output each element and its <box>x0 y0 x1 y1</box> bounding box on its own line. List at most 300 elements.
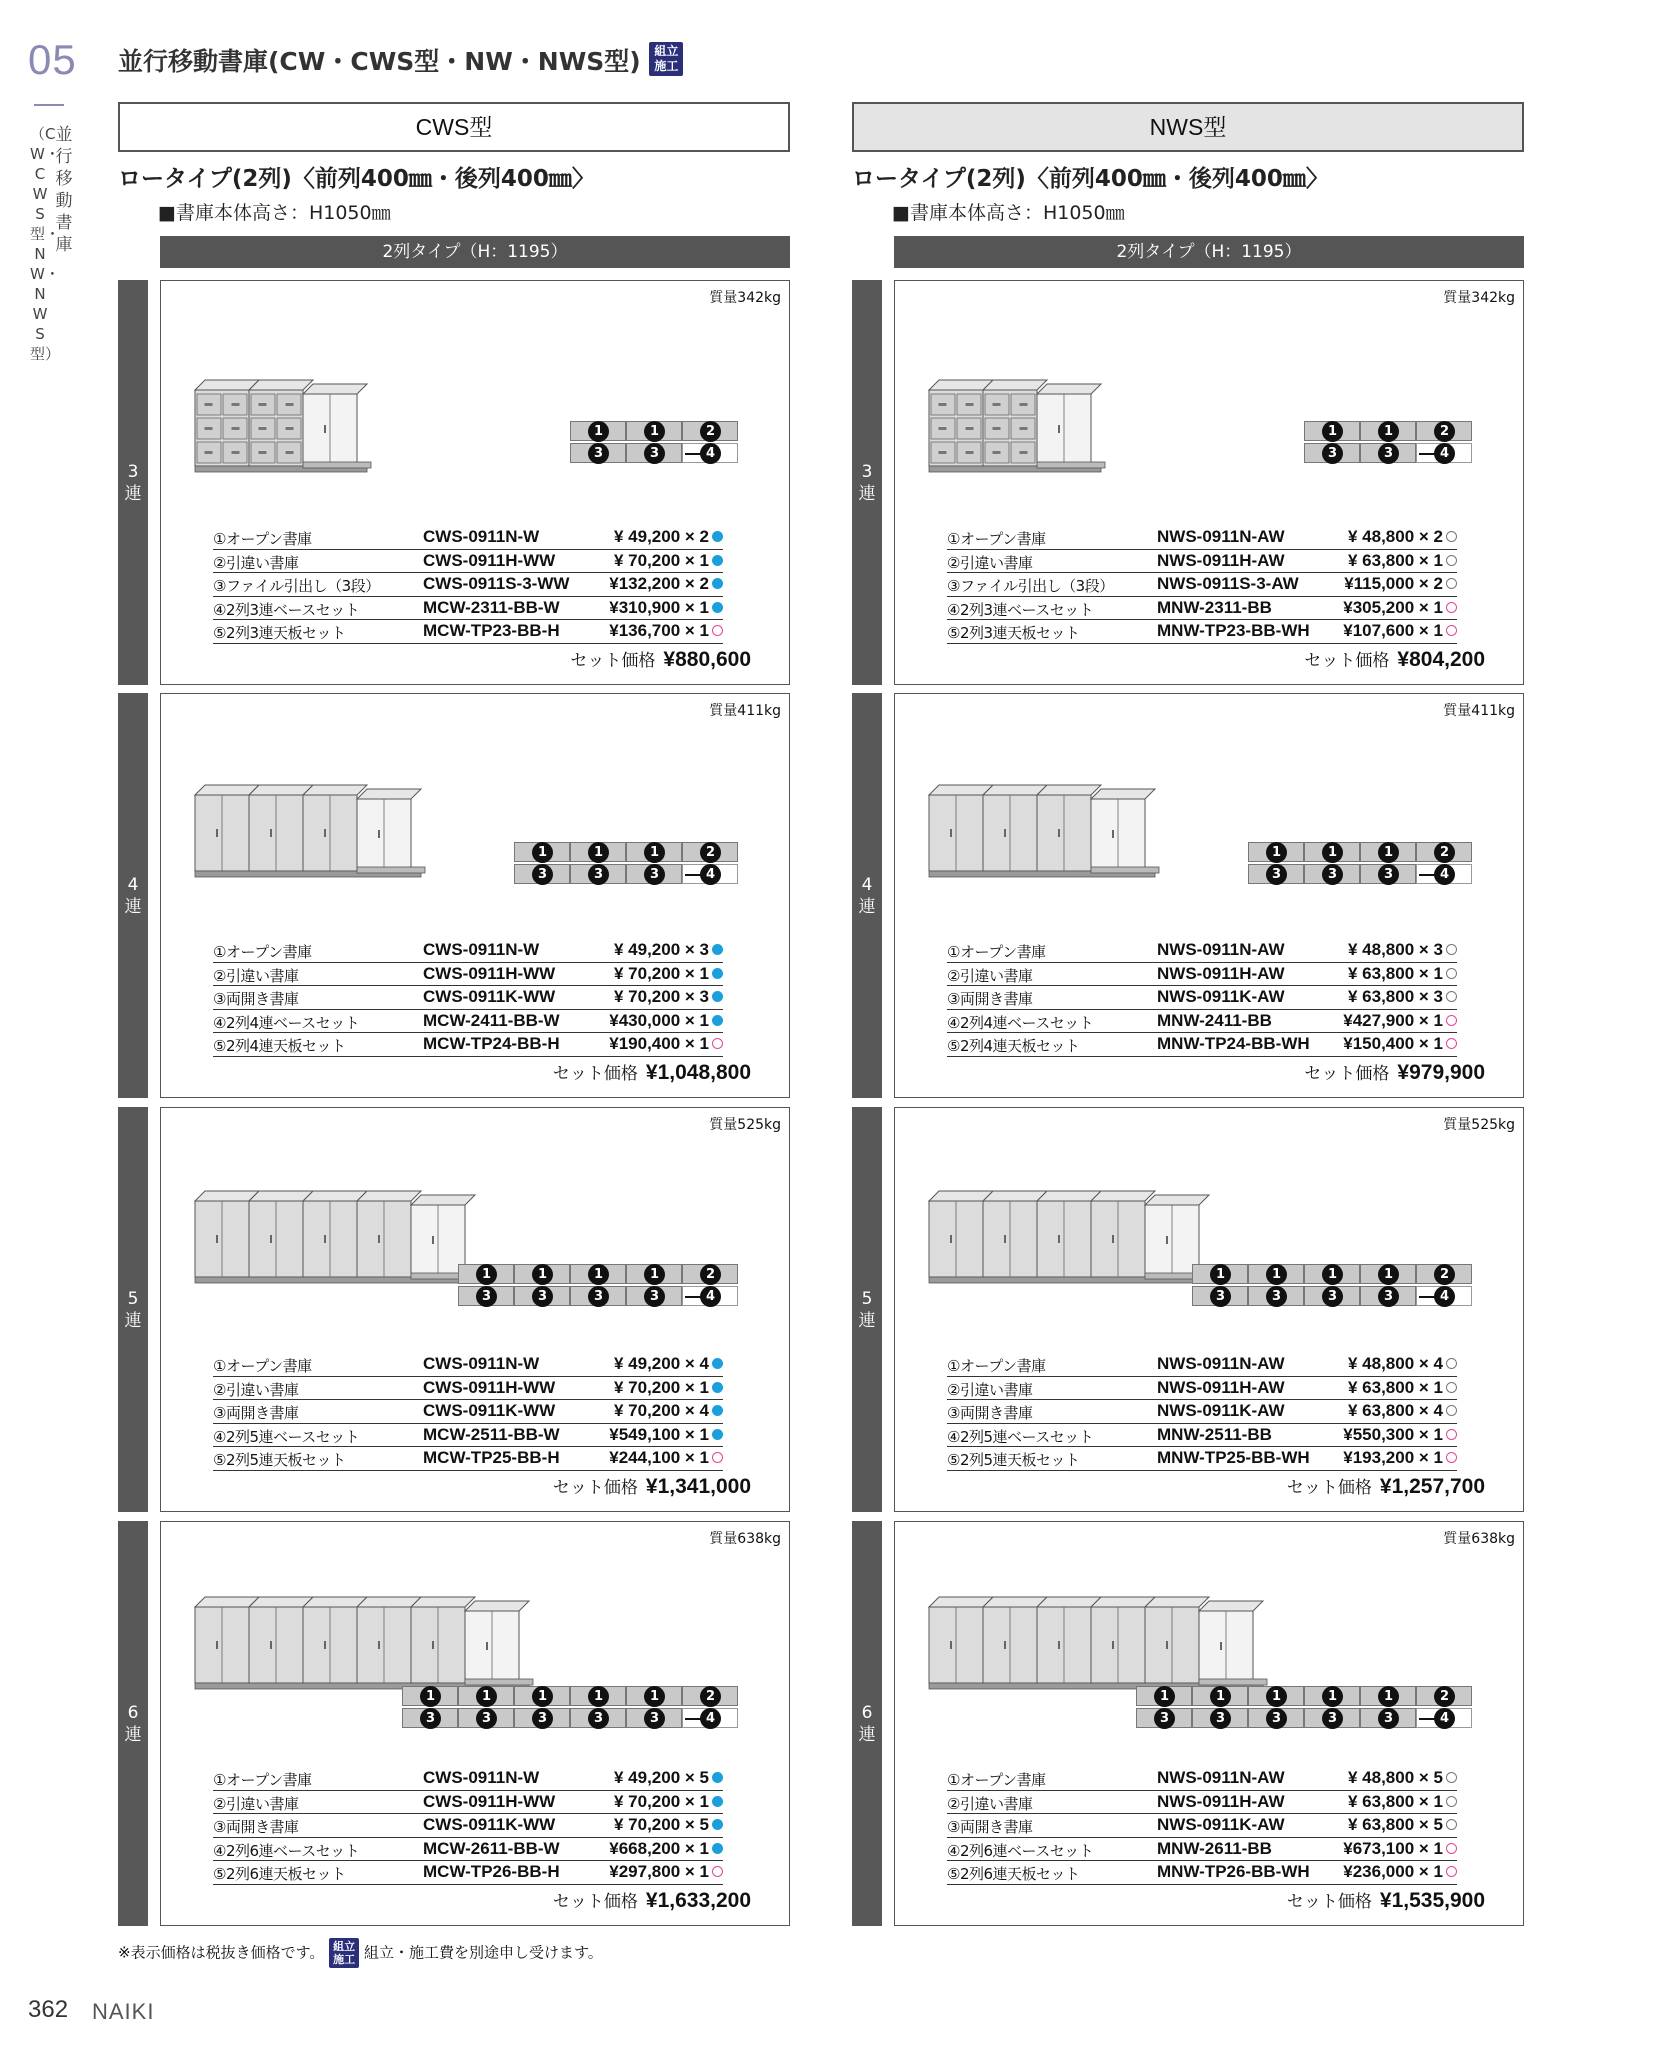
item-price <box>1348 1768 1457 1788</box>
item-price-value: ¥550,300 × 1 <box>1343 1424 1443 1444</box>
layout-number: 1 <box>1378 1686 1399 1707</box>
layout-cell <box>570 864 626 884</box>
section-count: 5 <box>127 1288 139 1309</box>
layout-cell <box>1248 1708 1304 1728</box>
layout-number: 2 <box>1434 1264 1455 1285</box>
section-sidebar <box>118 693 148 1098</box>
blue-mark-icon <box>712 1405 723 1416</box>
column-header-1: NWS型 <box>852 102 1524 152</box>
item-price-value: ¥ 70,200 × 3 <box>613 987 709 1006</box>
layout-cell <box>1304 1264 1360 1284</box>
item-price-value: ¥ 63,800 × 3 <box>1347 987 1443 1006</box>
item-price-value: ¥ 63,800 × 4 <box>1347 1401 1443 1420</box>
item-code: MCW-TP23-BB-H <box>423 621 560 640</box>
set-price-label: セット価格 <box>1286 1478 1372 1498</box>
item-price <box>614 1378 723 1398</box>
item-row <box>947 939 1457 963</box>
set-price <box>553 1473 751 1499</box>
layout-number: 3 <box>1322 864 1343 885</box>
item-price <box>614 964 723 984</box>
layout-number: 3 <box>588 1286 609 1307</box>
layout-number: 1 <box>420 1686 441 1707</box>
layout-number: 3 <box>532 864 553 885</box>
row-underline <box>947 643 1457 644</box>
layout-cell <box>1304 421 1360 441</box>
item-code: CWS-0911H-WW <box>423 963 556 983</box>
item-price <box>1348 1792 1457 1812</box>
layout-cell <box>682 842 738 862</box>
section-sidebar <box>852 1521 882 1926</box>
badge-line2: 施工 <box>333 1953 356 1966</box>
item-label: ⑤2列3連天板セット <box>213 624 346 642</box>
pink-mark-icon <box>1446 1452 1457 1463</box>
item-label: ①オープン書庫 <box>213 1357 312 1375</box>
item-label: ①オープン書庫 <box>947 943 1046 961</box>
layout-cell <box>570 443 626 463</box>
item-row <box>947 1861 1457 1885</box>
set-price <box>1304 646 1485 672</box>
item-label: ④2列4連ベースセット <box>947 1013 1094 1032</box>
layout-number: 3 <box>644 1286 665 1307</box>
item-row <box>213 963 723 987</box>
item-row <box>947 1424 1457 1448</box>
item-row <box>213 1791 723 1815</box>
item-list <box>947 939 1457 1057</box>
item-code: MNW-TP24-BB-WH <box>1157 1034 1310 1053</box>
item-price-value: ¥668,200 × 1 <box>609 1838 709 1858</box>
layout-cell <box>514 842 570 862</box>
layout-cell <box>1248 1286 1304 1306</box>
item-code: CWS-0911K-WW <box>423 1401 556 1420</box>
pink-mark-icon <box>712 1452 723 1463</box>
blue-mark-icon <box>712 578 723 589</box>
layout-number: 2 <box>1434 421 1455 442</box>
blue-mark-icon <box>712 1772 723 1783</box>
item-price-value: ¥ 49,200 × 3 <box>613 940 709 959</box>
item-price <box>609 1034 723 1054</box>
layout-number: 3 <box>1210 1286 1231 1307</box>
layout-number: 1 <box>644 842 665 863</box>
item-price-value: ¥ 63,800 × 1 <box>1347 963 1443 983</box>
item-code: MNW-2311-BB <box>1157 597 1272 617</box>
item-code: MNW-2511-BB <box>1157 1424 1272 1444</box>
shelving-illustration <box>191 376 413 486</box>
item-price <box>609 1862 723 1882</box>
set-price-value: ¥1,633,200 <box>645 1889 751 1912</box>
layout-cell <box>514 1264 570 1284</box>
item-price-value: ¥305,200 × 1 <box>1343 597 1443 617</box>
item-price-value: ¥ 70,200 × 1 <box>613 550 709 570</box>
gray-mark-icon <box>1446 1382 1457 1393</box>
item-price <box>1343 621 1457 641</box>
item-price-value: ¥244,100 × 1 <box>609 1448 709 1467</box>
section-count: 3 <box>861 461 873 482</box>
column-header-0: CWS型 <box>118 102 790 152</box>
item-label: ④2列3連ベースセット <box>213 600 360 619</box>
set-price <box>553 1059 751 1085</box>
item-label: ④2列6連ベースセット <box>947 1841 1094 1860</box>
item-label: ②引違い書庫 <box>947 1794 1033 1813</box>
item-code: MNW-TP25-BB-WH <box>1157 1448 1310 1467</box>
layout-number: 1 <box>588 1264 609 1285</box>
item-row <box>213 1353 723 1377</box>
set-price-value: ¥1,535,900 <box>1379 1889 1485 1912</box>
layout-number: 3 <box>1210 1708 1231 1729</box>
item-code: CWS-0911H-WW <box>423 550 556 570</box>
layout-number: 4 <box>700 1708 721 1729</box>
layout-cell <box>626 864 682 884</box>
layout-number: 3 <box>644 1708 665 1729</box>
section-sidebar <box>118 280 148 685</box>
set-price-value: ¥1,257,700 <box>1379 1475 1485 1498</box>
item-price <box>609 574 723 594</box>
layout-cell <box>682 864 738 884</box>
item-label: ③両開き書庫 <box>213 1404 299 1422</box>
item-price-value: ¥ 63,800 × 1 <box>1347 1377 1443 1397</box>
chapter-number: 05 <box>28 36 77 83</box>
item-price <box>1348 1815 1457 1835</box>
layout-number: 3 <box>1378 864 1399 885</box>
layout-cell <box>458 1286 514 1306</box>
item-row <box>213 526 723 550</box>
layout-number: 4 <box>1434 864 1455 885</box>
layout-number: 4 <box>700 1286 721 1307</box>
item-row <box>947 1838 1457 1862</box>
layout-number: 3 <box>588 443 609 464</box>
type-bar-0: 2列タイプ（H：1195） <box>160 236 790 268</box>
badge-line1: 組立 <box>333 1940 356 1953</box>
row-underline <box>947 1470 1457 1471</box>
layout-number: 2 <box>700 421 721 442</box>
blue-mark-icon <box>712 944 723 955</box>
item-price-value: ¥ 48,800 × 3 <box>1347 940 1443 959</box>
layout-cell <box>570 421 626 441</box>
weight-label: 質量342kg <box>709 290 781 306</box>
item-label: ⑤2列5連天板セット <box>213 1451 346 1469</box>
item-row <box>947 550 1457 574</box>
gray-mark-icon <box>1446 1772 1457 1783</box>
layout-number: 1 <box>1322 842 1343 863</box>
layout-number: 1 <box>588 1686 609 1707</box>
item-price <box>609 1839 723 1859</box>
section-count-unit: 連 <box>124 483 142 504</box>
weight-label: 質量342kg <box>1443 290 1515 306</box>
item-price <box>1348 551 1457 571</box>
layout-cell <box>458 1686 514 1706</box>
page-title: 並行移動書庫(CW・CWS型・NW・NWS型) <box>118 47 641 76</box>
layout-diagram <box>514 842 738 886</box>
layout-number: 3 <box>1154 1708 1175 1729</box>
layout-number: 3 <box>588 864 609 885</box>
item-code: NWS-0911N-AW <box>1157 940 1285 959</box>
layout-cell <box>1416 1286 1472 1306</box>
item-price-value: ¥549,100 × 1 <box>609 1424 709 1444</box>
item-row <box>213 1861 723 1885</box>
layout-number: 3 <box>1378 443 1399 464</box>
item-price-value: ¥132,200 × 2 <box>609 574 709 593</box>
footnote-text-1: ※表示価格は税抜き価格です。 <box>118 1943 325 1962</box>
item-code: MCW-2511-BB-W <box>423 1424 560 1444</box>
item-price-value: ¥310,900 × 1 <box>609 597 709 617</box>
layout-cell <box>570 1264 626 1284</box>
layout-cell <box>682 443 738 463</box>
item-label: ③ファイル引出し（3段） <box>213 577 380 595</box>
shelving-illustration <box>925 781 1201 891</box>
shelving-illustration <box>925 376 1147 486</box>
item-row <box>947 597 1457 621</box>
item-code: MNW-TP23-BB-WH <box>1157 621 1310 640</box>
item-price-value: ¥ 70,200 × 1 <box>613 1791 709 1811</box>
pink-mark-icon <box>1446 602 1457 613</box>
item-price <box>1343 1839 1457 1859</box>
layout-diagram <box>458 1264 738 1308</box>
item-price-value: ¥ 63,800 × 5 <box>1347 1815 1443 1834</box>
item-row <box>213 1814 723 1838</box>
layout-diagram <box>1304 421 1472 465</box>
column-subtitle-0: ロータイプ(2列)〈前列400㎜・後列400㎜〉 <box>118 166 595 192</box>
layout-cell <box>1360 1286 1416 1306</box>
layout-number: 1 <box>532 1264 553 1285</box>
item-code: NWS-0911H-AW <box>1157 1791 1285 1811</box>
pink-mark-icon <box>712 1038 723 1049</box>
item-label: ②引違い書庫 <box>213 553 299 572</box>
layout-cell <box>1360 1264 1416 1284</box>
set-price-value: ¥880,600 <box>663 648 751 671</box>
type-bar-1: 2列タイプ（H：1195） <box>894 236 1524 268</box>
item-price-value: ¥ 70,200 × 1 <box>613 963 709 983</box>
item-price-value: ¥150,400 × 1 <box>1343 1034 1443 1053</box>
weight-label: 質量525kg <box>709 1117 781 1133</box>
set-price <box>1287 1473 1485 1499</box>
item-label: ①オープン書庫 <box>213 530 312 548</box>
item-price-value: ¥ 70,200 × 4 <box>613 1401 709 1420</box>
layout-number: 3 <box>1378 1708 1399 1729</box>
set-price-value: ¥1,341,000 <box>645 1475 751 1498</box>
pink-mark-icon <box>1446 1866 1457 1877</box>
item-code: CWS-0911H-WW <box>423 1791 556 1811</box>
section-panel <box>894 1521 1524 1926</box>
item-label: ①オープン書庫 <box>947 1771 1046 1789</box>
item-row <box>947 1400 1457 1424</box>
item-label: ③両開き書庫 <box>947 1404 1033 1422</box>
blue-mark-icon <box>712 531 723 542</box>
layout-number: 3 <box>532 1286 553 1307</box>
layout-cell <box>402 1708 458 1728</box>
blue-mark-icon <box>712 1819 723 1830</box>
item-label: ①オープン書庫 <box>947 530 1046 548</box>
section-count-unit: 連 <box>858 896 876 917</box>
item-row <box>947 573 1457 597</box>
item-price <box>1348 1378 1457 1398</box>
weight-label: 質量411kg <box>1443 703 1515 719</box>
item-price <box>1348 964 1457 984</box>
layout-cell <box>1360 1686 1416 1706</box>
item-code: NWS-0911S-3-AW <box>1157 574 1299 593</box>
layout-number: 4 <box>1434 1286 1455 1307</box>
gray-mark-icon <box>1446 944 1457 955</box>
item-code: CWS-0911N-W <box>423 940 540 959</box>
item-code: NWS-0911K-AW <box>1157 1401 1285 1420</box>
layout-number: 2 <box>1434 1686 1455 1707</box>
item-price-value: ¥297,800 × 1 <box>609 1862 709 1881</box>
gray-mark-icon <box>1446 991 1457 1002</box>
item-label: ⑤2列6連天板セット <box>947 1865 1080 1883</box>
layout-number: 3 <box>1266 1708 1287 1729</box>
item-code: MCW-TP26-BB-H <box>423 1862 560 1881</box>
item-code: CWS-0911S-3-WW <box>423 574 570 593</box>
item-row <box>947 1377 1457 1401</box>
item-price <box>1348 940 1457 960</box>
item-price <box>1343 1425 1457 1445</box>
layout-number: 4 <box>700 443 721 464</box>
item-row <box>947 620 1457 644</box>
item-code: NWS-0911K-AW <box>1157 987 1285 1006</box>
set-price <box>1287 1887 1485 1913</box>
layout-cell <box>1136 1708 1192 1728</box>
item-price <box>1348 527 1457 547</box>
section-count-unit: 連 <box>858 1724 876 1745</box>
item-row <box>947 1814 1457 1838</box>
set-price-value: ¥1,048,800 <box>645 1061 751 1084</box>
layout-cell <box>1192 1286 1248 1306</box>
layout-number: 1 <box>476 1264 497 1285</box>
layout-number: 1 <box>1322 1264 1343 1285</box>
item-code: NWS-0911N-AW <box>1157 1768 1285 1787</box>
layout-number: 1 <box>644 1264 665 1285</box>
layout-cell <box>1416 864 1472 884</box>
item-price <box>614 1792 723 1812</box>
item-code: MCW-2411-BB-W <box>423 1010 560 1030</box>
layout-cell <box>682 1708 738 1728</box>
layout-cell <box>514 864 570 884</box>
layout-number: 1 <box>1210 1686 1231 1707</box>
item-row <box>947 526 1457 550</box>
item-label: ④2列4連ベースセット <box>213 1013 360 1032</box>
section-panel <box>160 280 790 685</box>
item-price <box>1343 598 1457 618</box>
item-label: ③両開き書庫 <box>213 1818 299 1836</box>
gray-mark-icon <box>1446 555 1457 566</box>
item-row <box>213 597 723 621</box>
weight-label: 質量638kg <box>1443 1531 1515 1547</box>
layout-cell <box>1360 421 1416 441</box>
blue-mark-icon <box>712 555 723 566</box>
set-price-label: セット価格 <box>552 1478 638 1498</box>
blue-mark-icon <box>712 1358 723 1369</box>
item-price <box>614 940 723 960</box>
section-sidebar <box>118 1521 148 1926</box>
layout-number: 4 <box>1434 443 1455 464</box>
side-title-main: 並行移動書庫 <box>55 125 73 255</box>
layout-number: 1 <box>588 842 609 863</box>
layout-cell <box>682 421 738 441</box>
section-sidebar <box>118 1107 148 1512</box>
item-code: CWS-0911K-WW <box>423 1815 556 1834</box>
item-price <box>614 1768 723 1788</box>
item-price <box>1348 1354 1457 1374</box>
layout-number: 1 <box>1322 421 1343 442</box>
gray-mark-icon <box>1446 531 1457 542</box>
layout-cell <box>402 1686 458 1706</box>
item-price-value: ¥ 48,800 × 5 <box>1347 1768 1443 1787</box>
item-code: CWS-0911N-W <box>423 527 540 546</box>
layout-number: 3 <box>1378 1286 1399 1307</box>
gray-mark-icon <box>1446 968 1457 979</box>
layout-number: 3 <box>644 864 665 885</box>
layout-number: 1 <box>476 1686 497 1707</box>
item-price <box>1348 987 1457 1007</box>
chapter-divider <box>34 104 64 106</box>
item-row <box>947 963 1457 987</box>
item-code: CWS-0911K-WW <box>423 987 556 1006</box>
item-label: ④2列5連ベースセット <box>213 1427 360 1446</box>
layout-number: 3 <box>1266 864 1287 885</box>
row-underline <box>213 1056 723 1057</box>
layout-cell <box>1304 443 1360 463</box>
blue-mark-icon <box>712 1796 723 1807</box>
item-price-value: ¥190,400 × 1 <box>609 1034 709 1053</box>
layout-number: 2 <box>1434 842 1455 863</box>
weight-label: 質量638kg <box>709 1531 781 1547</box>
layout-number: 2 <box>700 1686 721 1707</box>
blue-mark-icon <box>712 968 723 979</box>
item-price-value: ¥ 63,800 × 1 <box>1347 1791 1443 1811</box>
layout-cell <box>1360 443 1416 463</box>
item-code: MCW-2611-BB-W <box>423 1838 560 1858</box>
item-price <box>614 1354 723 1374</box>
item-price <box>614 1401 723 1421</box>
layout-cell <box>514 1286 570 1306</box>
layout-number: 1 <box>1266 1686 1287 1707</box>
item-price <box>609 1011 723 1031</box>
section-sidebar <box>852 280 882 685</box>
layout-cell <box>1304 1686 1360 1706</box>
section-panel <box>160 1521 790 1926</box>
layout-cell <box>570 1286 626 1306</box>
layout-number: 1 <box>644 1686 665 1707</box>
item-price <box>1348 1401 1457 1421</box>
item-code: MCW-2311-BB-W <box>423 597 560 617</box>
layout-number: 3 <box>532 1708 553 1729</box>
item-code: CWS-0911N-W <box>423 1354 540 1373</box>
layout-number: 3 <box>1322 443 1343 464</box>
row-underline <box>947 1056 1457 1057</box>
layout-cell <box>1304 1286 1360 1306</box>
blue-mark-icon <box>712 1015 723 1026</box>
item-row <box>947 1010 1457 1034</box>
layout-cell <box>1248 1686 1304 1706</box>
set-price-value: ¥979,900 <box>1397 1061 1485 1084</box>
item-row <box>213 1838 723 1862</box>
layout-cell <box>514 1708 570 1728</box>
layout-number: 3 <box>420 1708 441 1729</box>
row-underline <box>947 1884 1457 1885</box>
footnote <box>118 1938 603 1968</box>
layout-cell <box>626 1708 682 1728</box>
badge-line1: 組立 <box>654 44 679 58</box>
blue-mark-icon <box>712 1382 723 1393</box>
item-row <box>213 1377 723 1401</box>
item-label: ②引違い書庫 <box>213 1380 299 1399</box>
item-list <box>213 526 723 644</box>
gray-mark-icon <box>1446 1358 1457 1369</box>
layout-cell <box>682 1286 738 1306</box>
page-title-row <box>118 42 683 78</box>
layout-cell <box>1360 842 1416 862</box>
pink-mark-icon <box>1446 1015 1457 1026</box>
layout-number: 3 <box>476 1286 497 1307</box>
gray-mark-icon <box>1446 1796 1457 1807</box>
